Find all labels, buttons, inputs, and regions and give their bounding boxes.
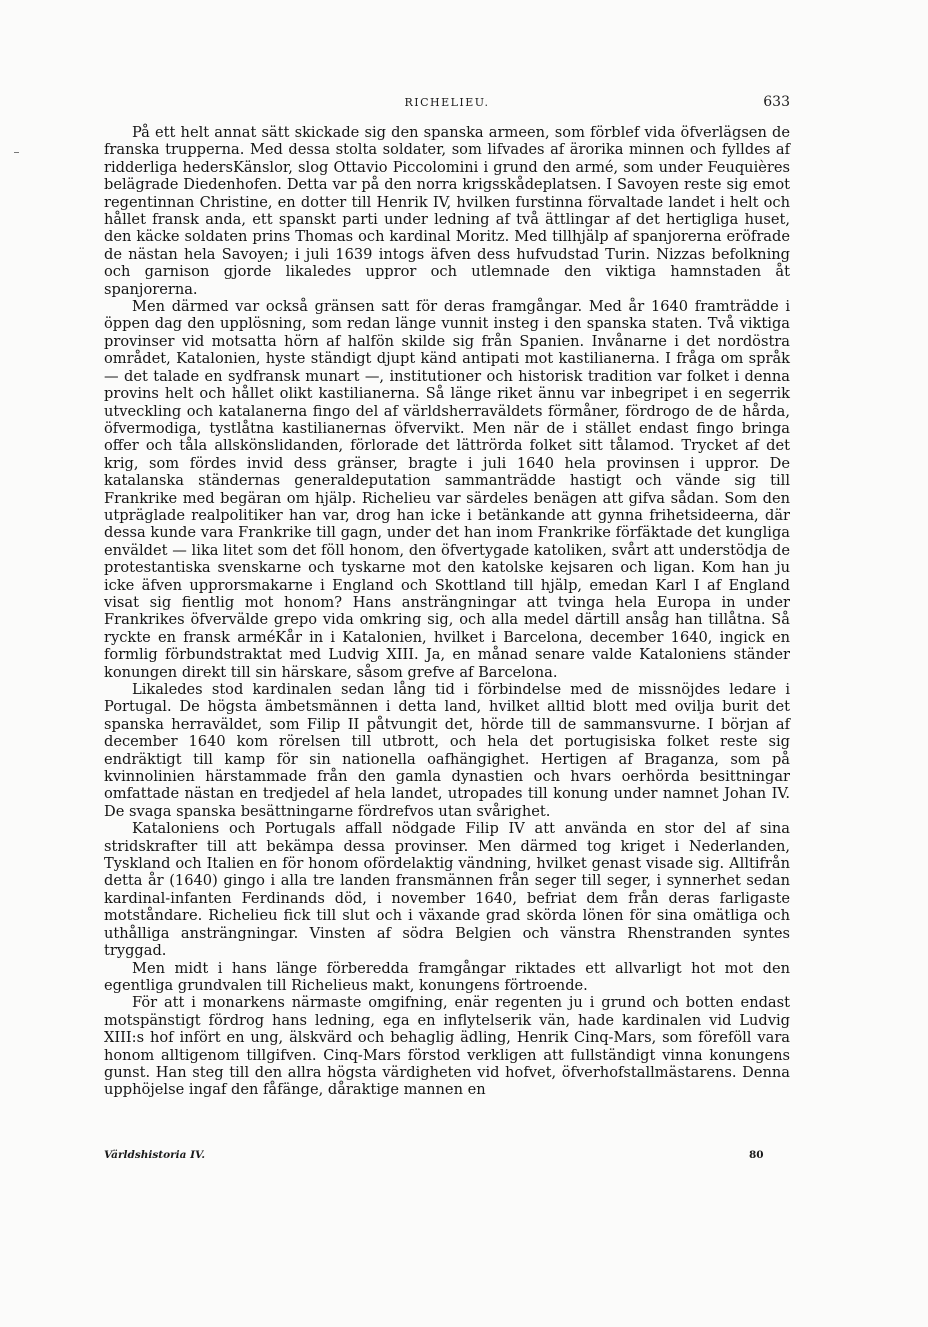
paragraph: Kataloniens och Portugals affall nödgade Filip IV att använda en stor del af sina stridskrafter till att bekämpa dessa provinser. Men därmed tog kriget i Nederlanden, Tyskland och Italien en för honom ofördelaktig vändning, hvilket genast visade sig. Alltifrån detta år (1640) gingo i alla tre landen fransmännen från seger till seger, i synnerhet sedan kardinal-infanten Ferdinands död, i november 1640, befriat dem från deras farligaste motståndare. Richelieu fick till slut och i växande grad skörda lönen för sina omätliga och uthålliga ansträngningar. Vinsten af södra Belgien och vänstra Rhenstranden syntes tryggad.: [104, 820, 790, 960]
margin-mark: [14, 152, 19, 153]
page-footer: [104, 1149, 790, 1167]
running-title: RICHELIEU.: [404, 96, 490, 109]
paragraph: På ett helt annat sätt skickade sig den spanska armeen, som förblef vida öfverlägsen de franska trupperna. Med dessa stolta soldater, som lifvades af ärorika minnen och fylldes af ridderliga hedersKänslor, slog Ottavio Piccolomini i grund den armé, som under Feuquières belägrade Diedenhofen. Detta var på den norra krigsskådeplatsen. I Savoyen reste sig emot regentinnan Christine, en dotter till Henrik IV, hvilken furstinna förvaltade landet i helt och hållet fransk anda, ett spanskt parti under ledning af två ättlingar af det hertigliga huset, den käcke soldaten prins Thomas och kardinal Moritz. Med tillhjälp af spanjorerna eröfrade de nästan hela Savoyen; i juli 1639 intogs äfven dess hufvudstad Turin. Nizzas befolkning och garnison gjorde likaledes uppror och utlemnade den viktiga hamnstaden åt spanjorerna.: [104, 124, 790, 298]
signature-mark: 80: [749, 1149, 764, 1161]
paragraph: Men därmed var också gränsen satt för deras framgångar. Med år 1640 framträdde i öppen dag den upplösning, som redan länge vunnit insteg i den spanska staten. Två viktiga provinser vid motsatta hörn af halfön skilde sig från Spanien. Invånarne i det nordöstra området, Katalonien, hyste ständigt djupt känd antipati mot kastilianerna. I fråga om språk — det talade en sydfransk munart —, institutioner och historisk tradition var folket i denna provins helt och hållet olikt kastilianerna. Så länge riket ännu var inbegripet i en segerrik utveckling och katalanerna fingo del af världsherraväldets förmåner, fördrogo de de hårda, öfvermodiga, tystlåtna kastilianernas öfvervikt. Men när de i stället endast fingo bringa offer och tåla allskönslidanden, förlorade det lättrörda folket sitt tålamod. Trycket af det krig, som fördes invid dess gränser, bragte i juli 1640 hela provinsen i uppror. De katalanska ständernas generaldeputation sammanträdde hastigt och vände sig till Frankrike med begäran om hjälp. Richelieu var särdeles benägen att gifva sådan. Som den utpräglade realpolitiker han var, drog han icke i betänkande att gynna frihetsideerna, där dessa kunde vara Frankrike till gagn, under det han inom Frankrike förfäktade det kungliga enväldet — lika litet som det föll honom, den öfvertygade katoliken, svårt att understödja de protestantiska svenskarne och tyskarne mot den katolske kejsaren och ligan. Kom han ju icke äfven upprorsmakarne i England och Skottland till hjälp, emedan Karl I af England visat sig fientlig mot honom? Hans ansträngningar att tvinga hela Europa in under Frankrikes öfvervälde grepo vida omkring sig, och alla medel därtill ansåg han tillåtna. Så ryckte en fransk arméKår in i Katalonien, hvilket i Barcelona, december 1640, ingick en formlig förbundstraktat med Ludvig XIII. Ja, en månad senare valde Kataloniens ständer konungen direkt till sin härskare, såsom grefve af Barcelona.: [104, 298, 790, 681]
book-title: Världshistoria IV.: [104, 1149, 206, 1161]
paragraph: Likaledes stod kardinalen sedan lång tid i förbindelse med de missnöjdes ledare i Portugal. De högsta ämbetsmännen i detta land, hvilket alltid blott med ovilja burit det spanska herraväldet, som Filip II påtvungit det, hörde till de sammansvurne. I början af december 1640 kom rörelsen till utbrott, och hela det portugisiska folket reste sig endräktigt till kamp för sin nationella oafhängighet. Hertigen af Braganza, som på kvinnolinien härstammade från den gamla dynastien och hvars oerhörda besittningar omfattade nästan en tredjedel af hela landet, utropades till konung under namnet Johan IV. De svaga spanska besättningarne fördrefvos utan svårighet.: [104, 681, 790, 820]
body-text: [104, 124, 790, 1099]
page-header: [104, 94, 790, 114]
paragraph: Men midt i hans länge förberedda framgångar riktades ett allvarligt hot mot den egentliga grundvalen till Richelieus makt, konungens förtroende.: [104, 959, 790, 994]
page-number: 633: [763, 94, 790, 110]
paragraph: För att i monarkens närmaste omgifning, enär regenten ju i grund och botten endast motspänstigt fördrog hans ledning, ega en inflytelserik vän, hade kardinalen vid Ludvig XIII:s hof infört en ung, älskvärd och behaglig ädling, Henrik Cinq-Mars, som föreföll vara honom alltigenom tillgifven. Cinq-Mars förstod verkligen att fullständigt vinna konungens gunst. Han steg till den allra högsta värdigheten vid hofvet, öfverhofstallmästarens. Denna upphöjelse ingaf den fåfänge, dåraktige mannen en: [104, 994, 790, 1099]
